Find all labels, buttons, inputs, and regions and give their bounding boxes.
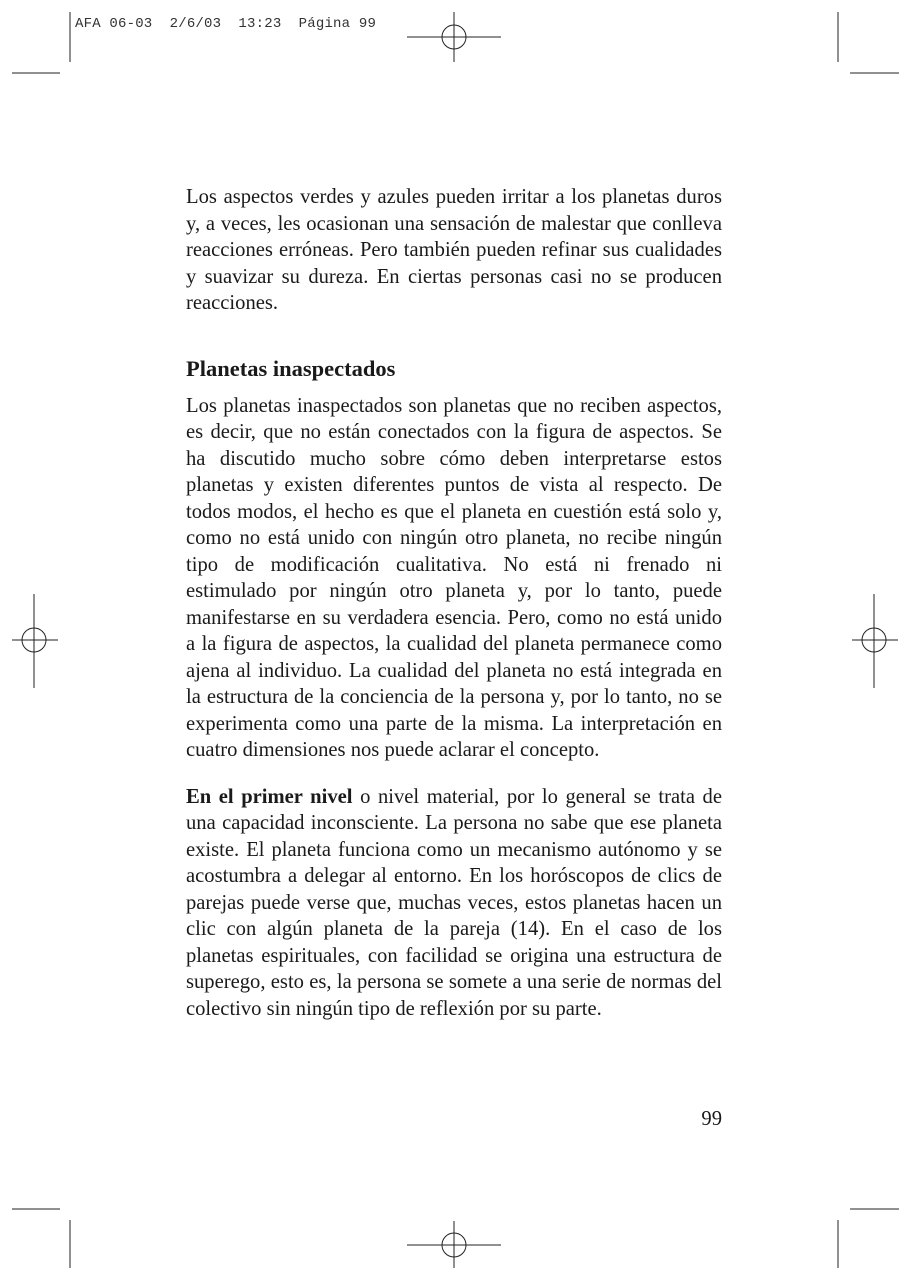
section-paragraph: Los planetas inaspectados son planetas que no reciben aspectos, es decir, que no están conectados con la figura de aspectos. Se ha discutido mucho sobre cómo deben interpretarse estos planetas y existen diferentes puntos de vista al respecto. De todos modos, el hecho es que el planeta en cuestión está solo y, como no está unido con ningún otro planeta, no recibe ningún tipo de modificación cualitativa. No está ni frenado ni estimulado por ningún otro planeta y, por lo tanto, puede manifestarse en su verdadera esencia. Pero, como no está unido a la figura de aspectos, la cualidad del planeta permanece como ajena al individuo. La cualidad del planeta no está integrada en la estructura de la conciencia de la persona y, por lo tanto, no se experimenta como una parte de la misma. La interpretación en cuatro dimensiones nos puede aclarar el concepto. bbox=[186, 394, 722, 761]
page-number: 99 bbox=[701, 1108, 722, 1130]
level-paragraph-text: o nivel material, por lo general se trata de una capacidad inconsciente. La persona no sabe que ese planeta existe. El planeta funciona como un mecanismo autónomo y se acostumbra a delegar al entorno. En los horóscopos de clics de parejas puede verse que, muchas veces, estos planetas hacen un clic con algún planeta de la pareja (14). En el caso de los planetas espirituales, con facilidad se origina una estructura de superego, esto es, la persona se somete a una serie de normas del colectivo sin ningún tipo de reflexión por su parte. bbox=[186, 785, 722, 1020]
section-heading: Planetas inaspectados bbox=[186, 355, 396, 381]
intro-paragraph: Los aspectos verdes y azules pueden irritar a los planetas duros y, a veces, les ocasionan una sensación de malestar que conlleva reacciones erróneas. Pero también pueden refinar sus cualidades y suavizar su dureza. En ciertas personas casi no se producen reacciones. bbox=[186, 186, 722, 314]
level-lead-bold: En el primer nivel bbox=[186, 785, 353, 808]
registration-mark-top bbox=[407, 12, 501, 62]
page-body bbox=[186, 184, 722, 1022]
print-slug-line: AFA 06-03 2/6/03 13:23 Página 99 bbox=[75, 16, 377, 32]
registration-mark-bottom bbox=[407, 1221, 501, 1268]
registration-mark-right bbox=[852, 594, 898, 688]
level-paragraph bbox=[186, 784, 722, 1023]
registration-mark-left bbox=[12, 594, 58, 688]
